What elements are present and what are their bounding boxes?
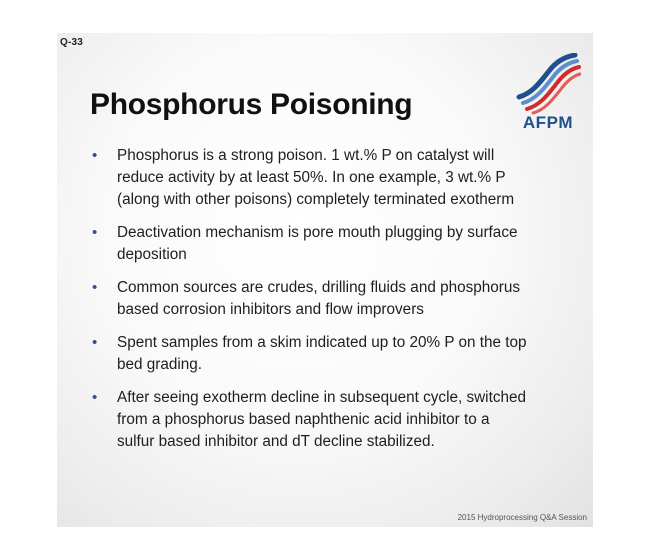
- bullet-line: Deactivation mechanism is pore mouth plugging by surface: [117, 224, 518, 241]
- bullet-item: [85, 332, 585, 376]
- bullet-line: deposition: [117, 246, 187, 263]
- bullet-item: [85, 387, 585, 453]
- afpm-logo: [515, 53, 581, 143]
- bullet-line: bed grading.: [117, 356, 203, 373]
- afpm-logo-icon: [515, 53, 581, 115]
- bullet-line: reduce activity by at least 50%. In one example, 3 wt.% P: [117, 169, 506, 186]
- bullet-item: [85, 222, 585, 266]
- bullet-line: Phosphorus is a strong poison. 1 wt.% P on catalyst will: [117, 147, 495, 164]
- bullet-dot-icon: •: [92, 334, 98, 351]
- bullet-line: from a phosphorus based naphthenic acid inhibitor to a: [117, 411, 490, 428]
- bullet-item: [85, 145, 585, 211]
- bullet-line: based corrosion inhibitors and flow improvers: [117, 301, 424, 318]
- bullet-line: After seeing exotherm decline in subsequent cycle, switched: [117, 389, 526, 406]
- slide-id: Q-33: [60, 37, 84, 48]
- slide-title: Phosphorus Poisoning: [90, 88, 413, 121]
- bullet-dot-icon: •: [92, 147, 98, 164]
- bullet-list: [85, 145, 585, 464]
- bullet-dot-icon: •: [92, 224, 98, 241]
- bullet-dot-icon: •: [92, 389, 98, 406]
- logo-text: AFPM: [522, 113, 574, 132]
- slide: [57, 33, 593, 527]
- bullet-line: Common sources are crudes, drilling fluids and phosphorus: [117, 279, 521, 296]
- bullet-item: [85, 277, 585, 321]
- bullet-line: Spent samples from a skim indicated up to 20% P on the top: [117, 334, 527, 351]
- slide-footer: 2015 Hydroprocessing Q&A Session: [457, 513, 587, 522]
- bullet-dot-icon: •: [92, 279, 98, 296]
- bullet-line: (along with other poisons) completely terminated exotherm: [117, 191, 515, 208]
- bullet-line: sulfur based inhibitor and dT decline stabilized.: [117, 433, 435, 450]
